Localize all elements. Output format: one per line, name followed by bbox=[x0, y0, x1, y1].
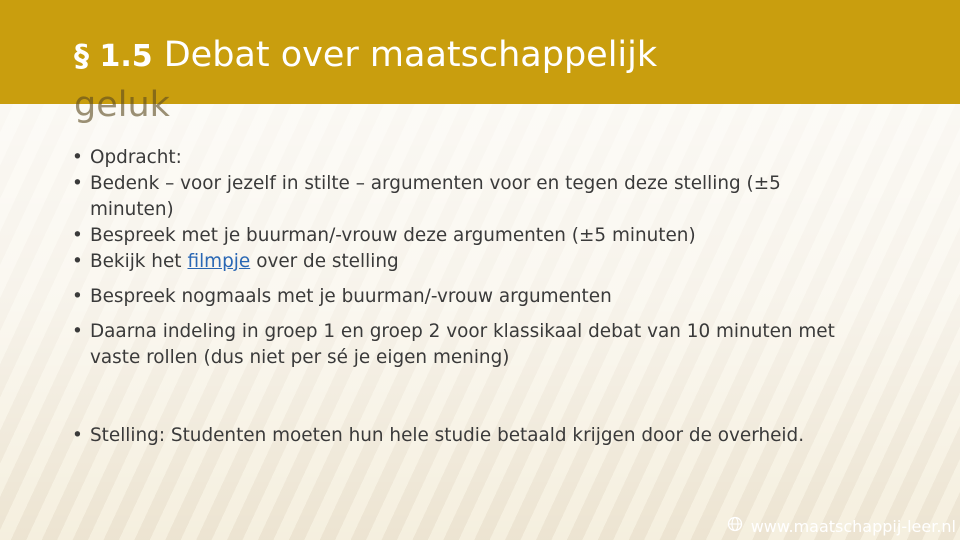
bullet-icon: • bbox=[72, 321, 83, 342]
list-item-text-pre: Bekijk het bbox=[90, 251, 182, 272]
bullet-list-container bbox=[72, 145, 862, 449]
list-item-bespreek-nogmaals bbox=[72, 284, 862, 310]
list-item-text: Daarna indeling in groep 1 en groep 2 voor klassikaal debat van 10 minuten met vaste rollen (dus niet per sé je eigen mening) bbox=[90, 321, 835, 368]
globe-icon bbox=[727, 516, 743, 536]
title-overflow-text: geluk bbox=[74, 85, 170, 125]
list-item-bekijk bbox=[72, 249, 862, 275]
list-item-bespreek bbox=[72, 223, 862, 249]
slide-title bbox=[74, 31, 834, 129]
list-item-indeling bbox=[72, 319, 862, 371]
list-item-text: Opdracht: bbox=[90, 147, 182, 168]
bullet-icon: • bbox=[72, 147, 83, 168]
title-bar bbox=[0, 0, 960, 125]
bullet-icon: • bbox=[72, 225, 83, 246]
list-item-bedenk bbox=[72, 171, 862, 223]
filmpje-link[interactable]: filmpje bbox=[187, 251, 251, 272]
list-item-text: Stelling: Studenten moeten hun hele studie betaald krijgen door de overheid. bbox=[90, 425, 805, 446]
footer bbox=[727, 512, 956, 540]
bullet-icon: • bbox=[72, 425, 83, 446]
bullet-icon: • bbox=[72, 251, 83, 272]
bullet-icon: • bbox=[72, 173, 83, 194]
list-item-text: Bespreek met je buurman/-vrouw deze argumenten (±5 minuten) bbox=[90, 225, 696, 246]
bullet-list bbox=[72, 145, 862, 449]
section-number: § 1.5 bbox=[74, 39, 153, 74]
footer-url[interactable]: www.maatschappij-leer.nl bbox=[750, 516, 956, 536]
list-item-text-post: over de stelling bbox=[256, 251, 399, 272]
list-item-text: Bedenk – voor jezelf in stilte – argumenten voor en tegen deze stelling (±5 minuten) bbox=[90, 173, 781, 220]
list-item-opdracht bbox=[72, 145, 862, 171]
list-item-stelling bbox=[72, 423, 862, 449]
list-item-text: Bespreek nogmaals met je buurman/-vrouw argumenten bbox=[90, 286, 612, 307]
bullet-icon: • bbox=[72, 286, 83, 307]
title-text: Debat over maatschappelijk bbox=[163, 35, 658, 75]
